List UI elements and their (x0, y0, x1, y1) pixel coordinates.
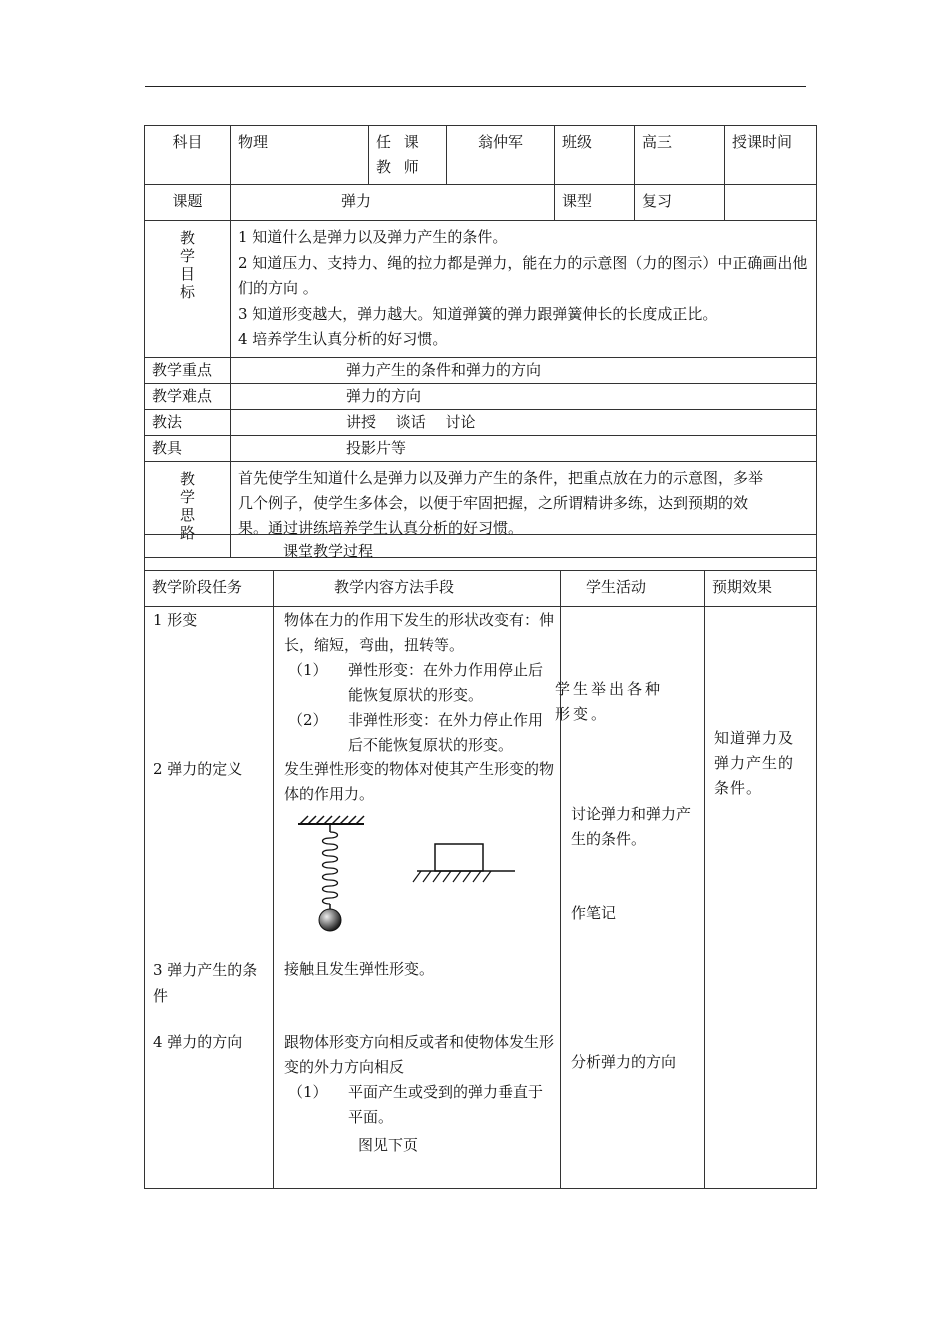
objective-item: 1 知道什么是弹力以及弹力产生的条件。 (238, 228, 508, 246)
difficulty-label: 教学难点 (145, 383, 231, 409)
objectives-label-char: 学 (179, 247, 195, 265)
stage-direction: 4 弹力的方向 (153, 1033, 243, 1051)
thinking-content: 首先使学生知道什么是弹力以及弹力产生的条件，把重点放在力的示意图，多举几个例子，使学生多体会，以便于牢固把握，之所谓精讲多练，达到预期的效果。通过讲练培养学生认真分析的好习惯。 (231, 461, 817, 557)
student-activity-3: 作笔记 (571, 904, 617, 922)
time-value (725, 185, 817, 221)
inelastic-num: （2） (288, 711, 328, 729)
process-title: 课堂教学过程 (145, 535, 817, 571)
difficulty-value: 弹力的方向 (231, 383, 817, 409)
thinking-label-char: 教 (179, 469, 195, 488)
method-value: 讲授 谈话 讨论 (231, 409, 817, 435)
plane-num: （1） (288, 1083, 328, 1101)
block-ground-diagram (409, 842, 519, 892)
lesson-info-table (144, 125, 817, 558)
topic-text: 弹力 (341, 192, 372, 210)
inelastic-text: 非弹性形变：在外力停止作用后不能恢复原状的形变。 (348, 711, 544, 754)
class-label: 班级 (555, 126, 635, 185)
method-label: 教法 (145, 409, 231, 435)
effect-column (705, 607, 817, 1189)
inelastic-item (288, 708, 556, 758)
spring-diagram (294, 814, 374, 934)
objective-item: 4 培养学生认真分析的好习惯。 (238, 330, 448, 348)
focus-value: 弹力产生的条件和弹力的方向 (231, 357, 817, 383)
teacher-value: 翁仲军 (447, 126, 555, 185)
tools-value: 投影片等 (231, 435, 817, 461)
direction-text: 跟物体形变方向相反或者和使物体发生形变的外力方向相反 (284, 1033, 555, 1076)
process-table (144, 534, 817, 1189)
header-content: 教学内容方法手段 (274, 571, 561, 607)
condition-text: 接触且发生弹性形变。 (284, 960, 435, 978)
content-column (274, 607, 561, 1189)
objectives-content (231, 221, 817, 358)
objective-item: 2 知道压力、支持力、绳的拉力都是弹力，能在力的示意图（力的图示）中正确画出他们的方向 。 (238, 253, 808, 297)
time-label: 授课时间 (725, 126, 817, 185)
header-student: 学生活动 (561, 571, 705, 607)
thinking-label-char: 路 (179, 523, 195, 542)
thinking-label-char: 学 (179, 487, 195, 506)
definition-text: 发生弹性形变的物体对使其产生形变的物体的作用力。 (284, 760, 555, 803)
objectives-label-char: 标 (179, 283, 195, 301)
type-value: 复习 (635, 185, 725, 221)
focus-label: 教学重点 (145, 357, 231, 383)
student-activity-1: 学生举出各种形变。 (555, 680, 664, 723)
header-stage: 教学阶段任务 (145, 571, 274, 607)
tools-label: 教具 (145, 435, 231, 461)
type-label: 课型 (555, 185, 635, 221)
expected-effect: 知道弹力及弹力产生的条件。 (714, 729, 795, 797)
student-activity-2: 讨论弹力和弹力产生的条件。 (571, 805, 692, 848)
subject-label: 科目 (145, 126, 231, 185)
teacher-label: 任 课 教 师 (369, 126, 447, 185)
stage-deformation: 1 形变 (153, 611, 198, 629)
objectives-label-char: 目 (179, 265, 195, 283)
header-rule (145, 86, 806, 87)
plane-text: 平面产生或受到的弹力垂直于平面。 (348, 1083, 544, 1126)
see-next-page: 图见下页 (358, 1136, 419, 1154)
elastic-text: 弹性形变：在外力作用停止后能恢复原状的形变。 (348, 661, 544, 704)
subject-value: 物理 (231, 126, 369, 185)
topic-value (231, 185, 555, 221)
header-effect: 预期效果 (705, 571, 817, 607)
stage-column (145, 607, 274, 1189)
stage-definition: 2 弹力的定义 (153, 760, 243, 778)
student-column (555, 607, 705, 1189)
topic-label: 课题 (145, 185, 231, 221)
elastic-item (288, 658, 556, 708)
elastic-num: （1） (288, 661, 328, 679)
stage-condition: 3 弹力产生的条件 (153, 961, 258, 1005)
plane-item (288, 1080, 556, 1130)
objective-item: 3 知道形变越大，弹力越大。知道弹簧的弹力跟弹簧伸长的长度成正比。 (238, 304, 718, 323)
objectives-label (145, 221, 231, 358)
deformation-intro: 物体在力的作用下发生的形状改变有：伸长，缩短，弯曲，扭转等。 (284, 611, 555, 654)
thinking-label-char: 思 (179, 505, 195, 524)
student-activity-4: 分析弹力的方向 (571, 1053, 677, 1071)
objectives-label-char: 教 (179, 229, 195, 247)
class-value: 高三 (635, 126, 725, 185)
